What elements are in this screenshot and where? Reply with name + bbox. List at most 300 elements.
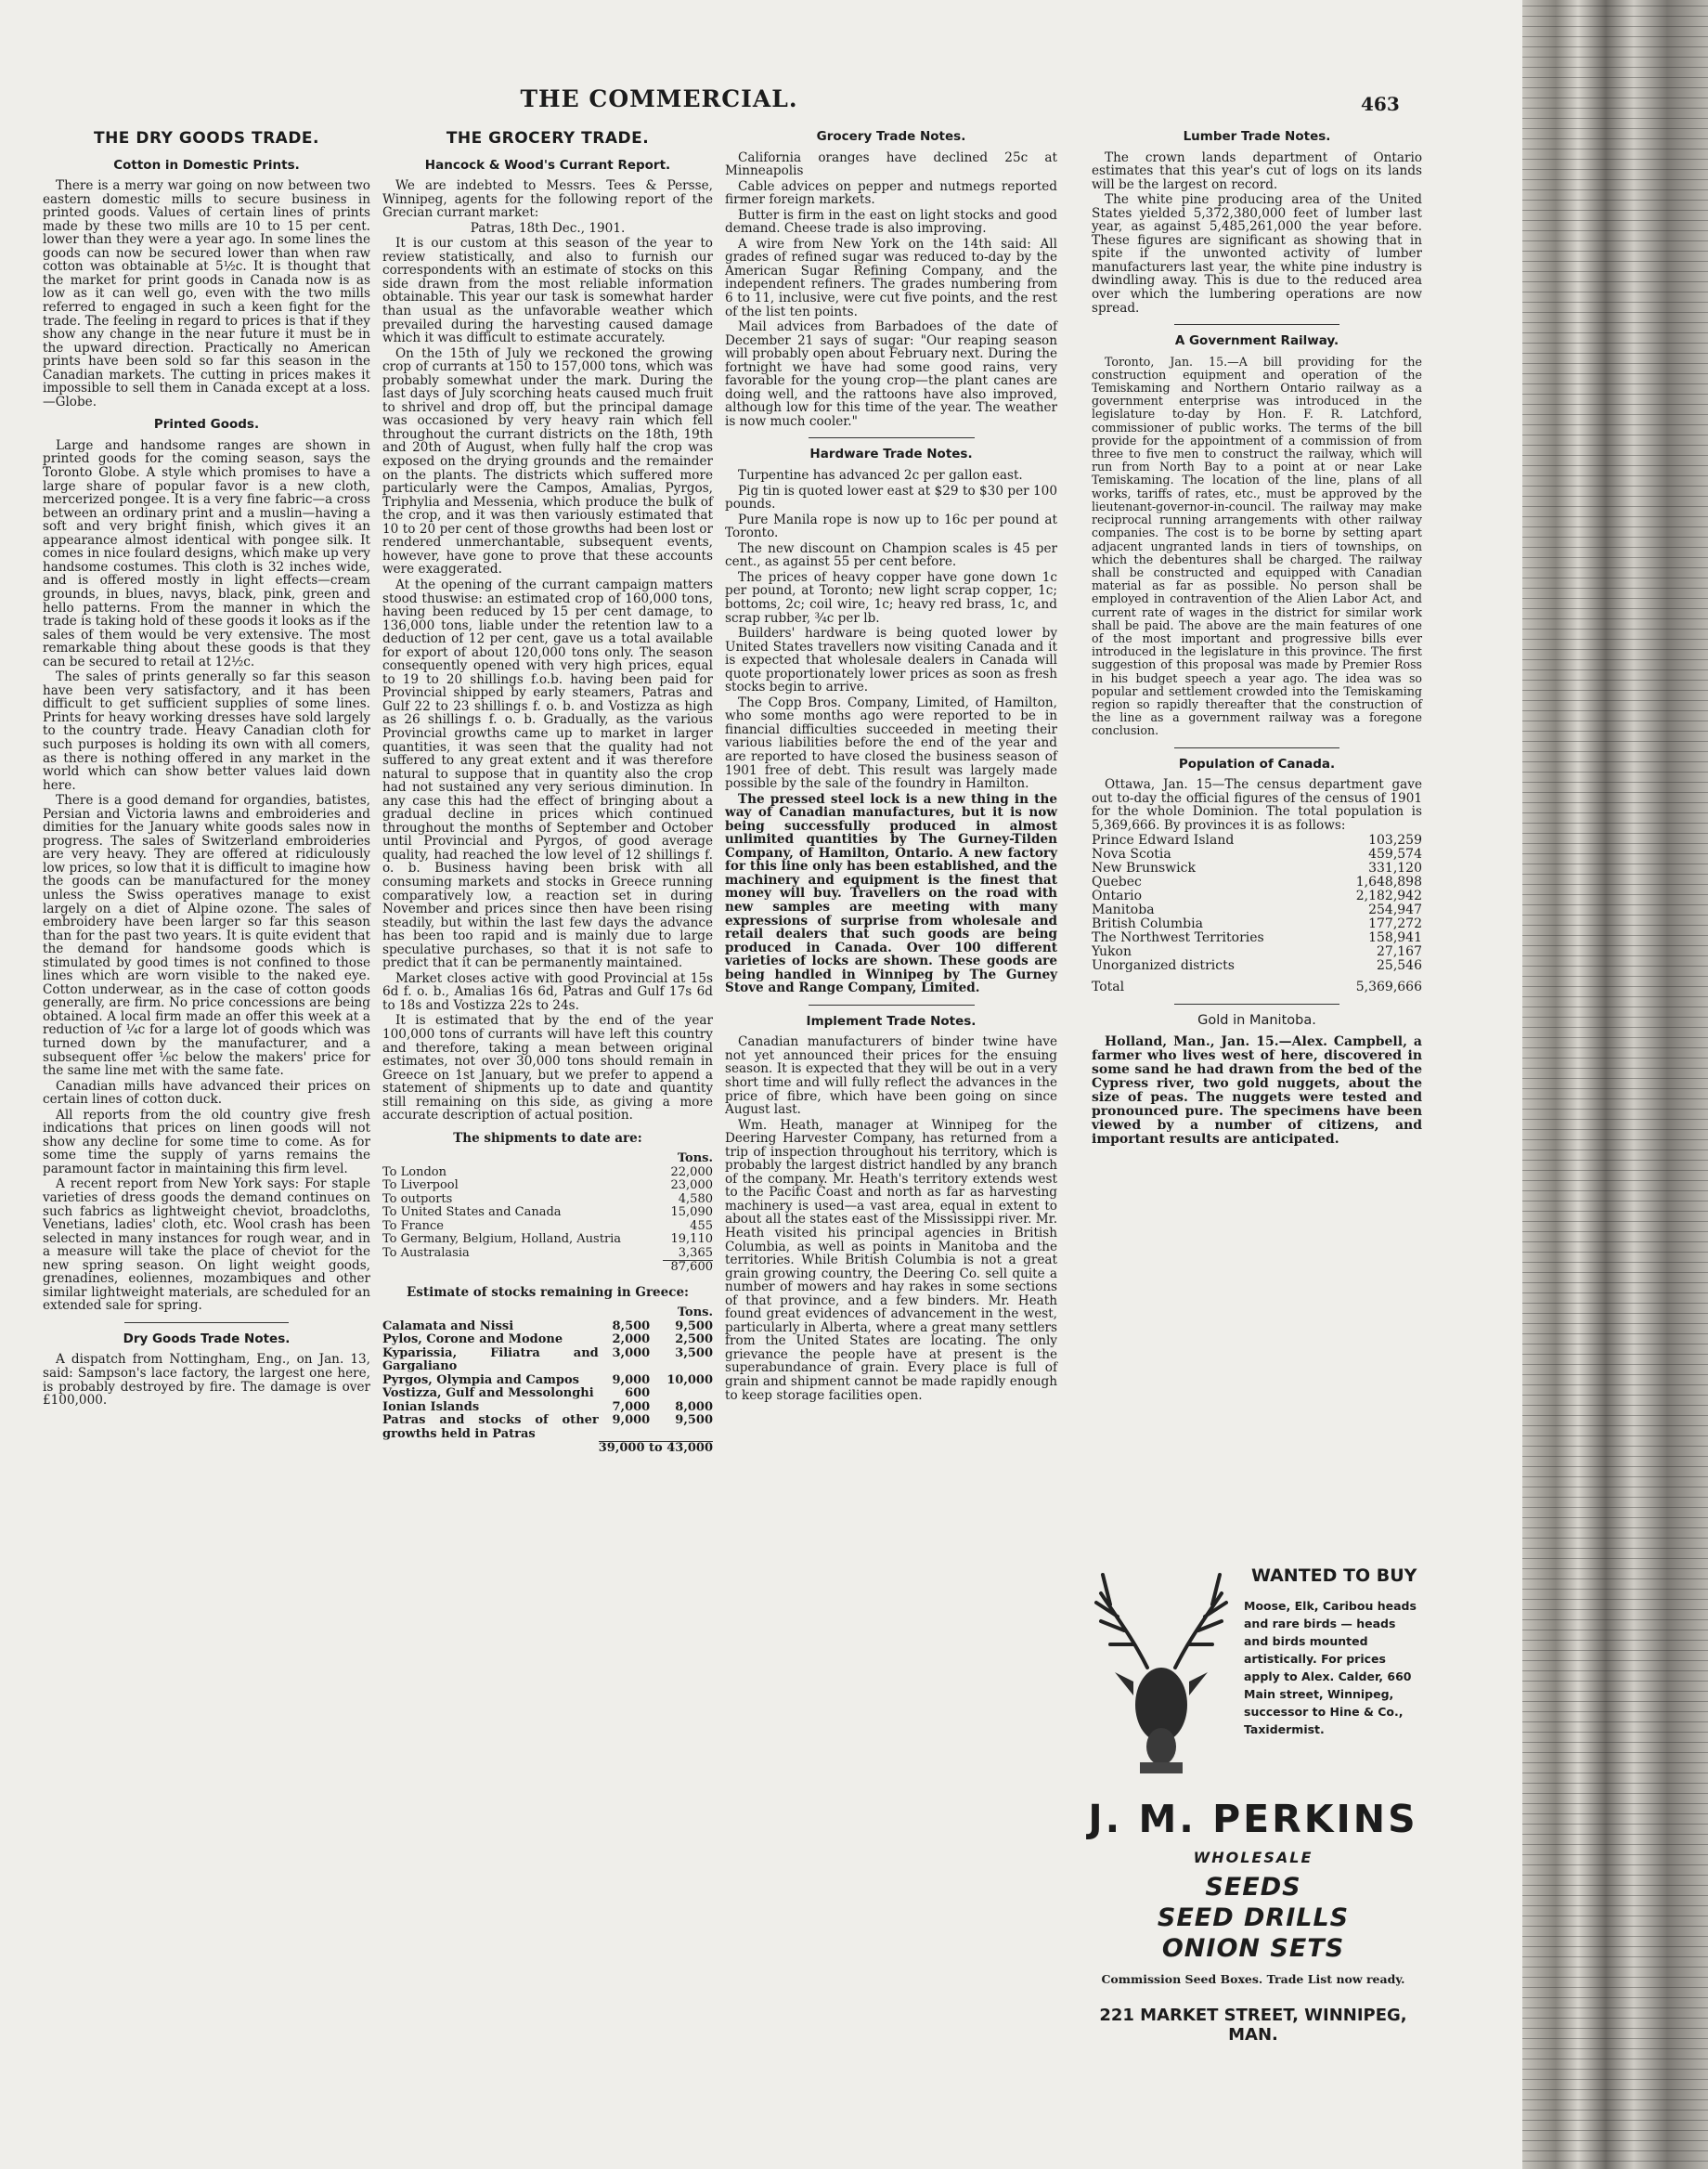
- spine-line: [1522, 36, 1708, 37]
- population-table: [1092, 834, 1422, 994]
- unit-label: Tons.: [677, 1305, 713, 1320]
- spine-line: [1522, 373, 1708, 374]
- spine-line: [1522, 1967, 1708, 1968]
- column-trade-notes: [725, 126, 1057, 1404]
- row-value: 254,947: [1368, 903, 1422, 918]
- ad-wanted-to-buy: [1082, 1556, 1422, 1816]
- spine-line: [1522, 322, 1708, 323]
- spine-line: [1522, 1762, 1708, 1763]
- spine-line: [1522, 2028, 1708, 2029]
- spine-line: [1522, 118, 1708, 119]
- article-paragraph: A recent report from New York says: For staple varieties of dress goods the demand continues on such fabrics as lightweight cheviot, broadcloths, Venetians, ladies' cloth, etc. Wool crash has been selected in many instances for rough wear, and in a measure will take the place of cheviot for the new spring season. On light weight goods, grenadines, eoliennes, mozambiques and other similar lightweight materials, are scheduled for an extended sale for spring.: [43, 1176, 370, 1314]
- spine-line: [1522, 1742, 1708, 1743]
- article-paragraph: California oranges have declined 25c at Minneapolis: [725, 149, 1057, 179]
- table-row: [1092, 931, 1422, 945]
- table-row: [382, 1347, 713, 1374]
- table-row: [382, 1374, 713, 1388]
- spine-line: [1522, 955, 1708, 956]
- spine-line: [1522, 1221, 1708, 1222]
- spine-line: [1522, 465, 1708, 466]
- row-value: 158,941: [1368, 930, 1422, 946]
- row-label: Nova Scotia: [1092, 847, 1171, 863]
- article-heading: Grocery Trade Notes.: [816, 129, 966, 144]
- article-paragraph: Canadian manufacturers of binder twine have not yet announced their prices for the ensuing season. It is expected that they will be out in a very short time and will fully reflect the advances in the price of fibre, which have been going on since August last.: [725, 1034, 1057, 1118]
- spine-line: [1522, 802, 1708, 803]
- table-row: [382, 1401, 713, 1415]
- spine-line: [1522, 966, 1708, 967]
- row-value: 459,574: [1368, 847, 1422, 863]
- row-from: 9,000: [612, 1372, 651, 1387]
- spine-line: [1522, 1129, 1708, 1130]
- spine-line: [1522, 1507, 1708, 1508]
- table-row: [382, 1414, 713, 1441]
- spine-line: [1522, 271, 1708, 272]
- spine-line: [1522, 281, 1708, 282]
- spine-line: [1522, 1292, 1708, 1293]
- spine-line: [1522, 1854, 1708, 1855]
- row-to: 8,000: [675, 1399, 713, 1414]
- spine-line: [1522, 1875, 1708, 1876]
- spine-line: [1522, 179, 1708, 180]
- spine-line: [1522, 1834, 1708, 1835]
- spine-line: [1522, 26, 1708, 27]
- spine-line: [1522, 240, 1708, 241]
- row-from: 7,000: [612, 1399, 651, 1414]
- spine-line: [1522, 1793, 1708, 1794]
- spine-line: [1522, 332, 1708, 333]
- spine-line: [1522, 2120, 1708, 2121]
- spine-line: [1522, 1395, 1708, 1396]
- spine-line: [1522, 1895, 1708, 1896]
- spine-line: [1522, 46, 1708, 47]
- row-label: Pyrgos, Olympia and Campos: [382, 1372, 579, 1387]
- spine-line: [1522, 1333, 1708, 1334]
- row-label: Yukon: [1092, 944, 1132, 960]
- spine-line: [1522, 138, 1708, 139]
- spine-line: [1522, 526, 1708, 527]
- article-paragraph: At the opening of the currant campaign matters stood thuswise: an estimated crop of 160,000 tons, having been reduced by 15 per cent damage, to 136,000 tons, liable under the retention law to a deduction of 12 per cent, gave us a total available for export of about 120,000 tons only. The season consequently opened with very high prices, equal to 19 to 20 shillings f.o.b. having been paid for Provincial shipped by early steamers, Patras and Gulf 22 to 23 shillings f. o. b. and Vostizza as high as 26 shillings f. o. b. Gradually, as the various Provincial growths came up to market in larger quantities, it was seen that the quality had not suffered to any great extent and it was therefore natural to suppose that in quantity also the crop had not sustained any very serious diminution. In any case this had the effect of bringing about a gradual decline in prices which continued throughout the months of September and October until Provincial and Pyrgos, of good average quality, had reached the low level of 12 shillings f. o. b. Business having been brisk with all consuming markets and stocks in Greece running comparatively low, a reaction set in during November and prices since then have been rising steadily, but within the last few days the advance has been too rapid and is mainly due to large speculative purchases, so that it is not safe to predict that it can be permanently maintained.: [382, 577, 713, 971]
- spine-line: [1522, 1650, 1708, 1651]
- row-label: To France: [382, 1218, 444, 1233]
- spine-line: [1522, 1548, 1708, 1549]
- row-value: 177,272: [1368, 916, 1422, 932]
- spine-line: [1522, 680, 1708, 681]
- article-paragraph: Toronto, Jan. 15.—A bill providing for the construction equipment and operation of the Temiskaming and Northern Ontario railway as a government enterprise was introduced in the legislature to-day by Hon. F. R. Latchford, commissioner of public works. The terms of the bill provide for the appointment of a commission of from three to five men to construct the railway, which will run from North Bay to a point at or near Lake Temiskaming. The location of the line, plans of all works, tariffs of rates, etc., must be approved by the lieutenant-governor-in-council. The railway may make reciprocal running arrangements with other railway companies. The cost is to be borne by setting apart adjacent ungranted lands in tiers of townships, on which the debentures shall be charged. The railway shall be constructed and equipped with Canadian material as far as possible. No person shall be employed in contravention of the Alien Labor Act, and current rate of wages in the district for similar work shall be paid. The above are the main features of one of the most important and progressive bills ever introduced in the legislature in this province. The first suggestion of this proposal was made by Premier Ross in his budget speech a year ago. The idea was so popular and settlement crowded into the Temiskaming region so rapidly thereafter that the construction of the line as a government railway was a foregone conclusion.: [1092, 354, 1422, 738]
- section-title: THE GROCERY TRADE.: [446, 129, 650, 148]
- article-paragraph: Wm. Heath, manager at Winnipeg for the Deering Harvester Company, has returned from a trip of inspection throughout his territory, which is probably the largest district handled by any branch of the company. Mr. Heath's territory extends west to the Pacific Coast and north as far as harvesting machinery is used—a vast area, equal in extent to about all the states east of the Mississippi river. Mr. Heath visited his principal agencies in British Columbia, as well as points in Manitoba and the territories. While British Columbia is not a great grain growing country, the Deering Co. sell quite a number of mowers and hay rakes in some sections of that province, and a few binders. Mr. Heath found great evidences of advancement in the west, particularly in Alberta, where a great many settlers from the United States are locating. The only grievance the people have at present is the superabundance of grain. Every place is full of grain and shipment cannot be made rapidly enough to keep storage facilities open.: [725, 1117, 1058, 1403]
- article-paragraph: Cable advices on pepper and nutmegs reported firmer foreign markets.: [725, 178, 1057, 208]
- spine-line: [1522, 1160, 1708, 1161]
- article-paragraph: Ottawa, Jan. 15—The census department gave out to-day the official figures of the census of 1901 for the whole Dominion. The total population is 5,369,666. By provinces it is as follows:: [1092, 777, 1422, 833]
- article-paragraph: A dispatch from Nottingham, Eng., on Jan. 13, said: Sampson's lace factory, the largest one here, is probably destroyed by fire. The damage is over £100,000.: [43, 1352, 370, 1409]
- spine-line: [1522, 516, 1708, 517]
- article-paragraph: The new discount on Champion scales is 45 per cent., as against 55 per cent before.: [725, 540, 1057, 570]
- table-row: [382, 1247, 713, 1261]
- article-heading: Lumber Trade Notes.: [1183, 129, 1331, 144]
- page-number: 463: [1361, 93, 1400, 115]
- spine-line: [1522, 741, 1708, 742]
- spine-line: [1522, 251, 1708, 252]
- article-paragraph: All reports from the old country give fresh indications that prices on linen goods will not show any decline for some time to come. As for some time the supply of yarns remains the paramount factor in maintaining this firm level.: [43, 1107, 370, 1176]
- spine-line: [1522, 1885, 1708, 1886]
- ad-product-seed-drills: SEED DRILLS: [1157, 1903, 1350, 1932]
- spine-line: [1522, 1670, 1708, 1671]
- table-row: [1092, 890, 1422, 903]
- table-heading: The shipments to date are:: [453, 1130, 642, 1146]
- row-label: New Brunswick: [1092, 861, 1196, 877]
- spine-line: [1522, 189, 1708, 190]
- spine-line: [1522, 1905, 1708, 1906]
- spine-line: [1522, 1068, 1708, 1069]
- spine-line: [1522, 220, 1708, 221]
- ad-wholesale-label: WHOLESALE: [1193, 1849, 1313, 1866]
- article-paragraph: The Copp Bros. Company, Limited, of Hamilton, who some months ago were reported to be in financial difficulties succeeded in meeting their various liabilities before the end of the year and are reported to have closed the business season of 1901 free of debt. This result was largely made possible by the sale of the foundry in Hamilton.: [725, 695, 1057, 792]
- article-heading: A Government Railway.: [1174, 333, 1339, 349]
- spine-line: [1522, 1946, 1708, 1947]
- article-paragraph: A wire from New York on the 14th said: All grades of refined sugar was reduced to-day by the American Sugar Refining Company, and the independent refiners. The grades numbering from 6 to 11, inclusive, were cut five points, and the rest of the list ten points.: [725, 236, 1057, 319]
- row-label: To Liverpool: [382, 1178, 459, 1193]
- table-row: [382, 1206, 713, 1220]
- spine-line: [1522, 1384, 1708, 1385]
- article-paragraph: Turpentine has advanced 2c per gallon east.: [738, 468, 1023, 484]
- row-value: 15,090: [670, 1205, 713, 1220]
- spine-line: [1522, 1619, 1708, 1620]
- article-paragraph: The sales of prints generally so far this season have been very satisfactory, and it has been difficult to get sufficient supplies of some lines. Prints for heavy working dresses have sold largely to the country trade. Heavy Canadian cloth for such purposes is holding its own with all comers, as there is nothing offered in any market in the world which can show better values laid down here.: [43, 669, 370, 793]
- article-paragraph: On the 15th of July we reckoned the growing crop of currants at 150 to 157,000 tons, which was probably somewhat under the mark. During the last days of July scorching heats caused much fruit to shrivel and drop off, but the principal damage was occasioned by very heavy rain which fell throughout the currant districts on the 18th, 19th and 20th of August, when fully half the crop was exposed on the drying grounds and the remainder on the plants. The districts which suffered more particularly were the Campos, Amalias, Pyrgos, Triphylia and Messenia, which produce the bulk of the crop, and it was then variously estimated that 10 to 20 per cent of those growths had been lost or rendered unmerchantable, subsequent events, however, have gone to prove that these accounts were exaggerated.: [382, 345, 713, 578]
- spine-line: [1522, 1231, 1708, 1232]
- article-heading: Population of Canada.: [1178, 756, 1336, 772]
- spine-line: [1522, 782, 1708, 783]
- spine-line: [1522, 935, 1708, 936]
- spine-line: [1522, 1660, 1708, 1661]
- spine-line: [1522, 67, 1708, 68]
- ad-perkins: [1077, 1797, 1430, 2045]
- spine-line: [1522, 169, 1708, 170]
- table-row: [382, 1333, 713, 1347]
- spine-line: [1522, 506, 1708, 507]
- spine-line: [1522, 843, 1708, 844]
- article-heading: Gold in Manitoba.: [1197, 1013, 1316, 1029]
- spine-line: [1522, 383, 1708, 384]
- spine-line: [1522, 1456, 1708, 1457]
- row-to: 3,500: [675, 1345, 713, 1360]
- column-misc: [1092, 126, 1422, 1149]
- spine-line: [1522, 904, 1708, 905]
- table-row: [1092, 862, 1422, 876]
- article-heading: Cotton in Domestic Prints.: [113, 157, 300, 173]
- spine-line: [1522, 598, 1708, 599]
- spine-line: [1522, 700, 1708, 701]
- spine-line: [1522, 159, 1708, 160]
- spine-line: [1522, 1813, 1708, 1814]
- spine-line: [1522, 1170, 1708, 1171]
- spine-line: [1522, 1599, 1708, 1600]
- spine-line: [1522, 445, 1708, 446]
- spine-line: [1522, 1844, 1708, 1845]
- spine-line: [1522, 1415, 1708, 1416]
- article-paragraph: Mail advices from Barbadoes of the date of December 21 says of sugar: "Our reaping season will probably open about February next. During the fortnight we have had some good rains, very favorable for the young crop—the plant canes are doing well, and the rattoons have also improved, although low for this time of the year. The weather is now much cooler.": [725, 319, 1057, 429]
- row-label: Patras and stocks of other growths held in Patras: [382, 1413, 599, 1441]
- spine-line: [1522, 557, 1708, 558]
- divider: [809, 1005, 975, 1006]
- row-from: 9,000: [612, 1413, 651, 1428]
- spine-line: [1522, 97, 1708, 98]
- spine-line: [1522, 486, 1708, 487]
- table-row: [1092, 903, 1422, 917]
- row-label: Manitoba: [1092, 903, 1155, 918]
- spine-line: [1522, 1721, 1708, 1722]
- spine-line: [1522, 353, 1708, 354]
- article-heading: Hardware Trade Notes.: [809, 447, 973, 462]
- row-value: 103,259: [1368, 833, 1422, 849]
- article-paragraph: Builders' hardware is being quoted lower by United States travellers now visiting Canada and it is expected that wholesale dealers in Canada will quote proportionately lower prices as soon as fresh stocks begin to arrive.: [725, 626, 1057, 695]
- spine-line: [1522, 1578, 1708, 1579]
- ad-note: Commission Seed Boxes. Trade List now ready.: [1101, 1972, 1405, 1986]
- spine-line: [1522, 1446, 1708, 1447]
- masthead-title: THE COMMERCIAL.: [520, 85, 798, 112]
- ad-address: 221 MARKET STREET, WINNIPEG, MAN.: [1099, 2006, 1407, 2045]
- spine-line: [1522, 1527, 1708, 1528]
- article-paragraph: The white pine producing area of the United States yielded 5,372,380,000 feet of lumber last year, as against 5,485,261,000 the year before. These figures are significant as showing that in spite if the unwonted activity of lumber manufacturers last year, the white pine industry is dwindling away. This is due to the reduced area over which the lumbering operations are now spread.: [1092, 192, 1422, 316]
- table-row: [382, 1220, 713, 1234]
- spine-line: [1522, 404, 1708, 405]
- table-row: [382, 1320, 713, 1334]
- spine-line: [1522, 1558, 1708, 1559]
- article-paragraph: Large and handsome ranges are shown in printed goods for the coming season, says the Toronto Globe. A style which promises to have a large share of popular favor is a new cloth, mercerized pongee. It is a very fine fabric—a cross between an ordinary print and a muslin—having a soft and very bright finish, which gives it an appearance almost identical with pongee silk. It comes in nice foulard designs, which make up very handsome costumes. This cloth is 32 inches wide, and is offered mostly in light effects—cream grounds, in blues, navys, black, pink, green and hello patterns. From the manner in which the trade is taking hold of these goods it looks as if the sales of them would be very extensive. The most remarkable thing about these goods is that they can be secured to retail at 12½c.: [43, 437, 370, 669]
- spine-line: [1522, 2150, 1708, 2151]
- spine-line: [1522, 1211, 1708, 1212]
- article-paragraph: There is a good demand for organdies, batistes, Persian and Victoria lawns and embroideries and dimities for the January white goods sales now in progress. The sales of Switzerland embroideries are very heavy. They are offered at ridiculously low prices, so low that it is difficult to imagine how the goods can be manufactured for the money unless the Swiss operatives manage to exist largely on a diet of Alpine ozone. The sales of embroidery have been larger so far this season than for the past two years. It is quite evident that the demand for handsome goods which is stimulated by good times is not confined to those lines which are worn visible to the naked eye. Cotton underwear, as in the case of cotton goods generally, are firm. No price concessions are being obtained. A local firm made an offer this week at a reduction of ¼c for a large lot of goods which was turned down by the manufacturer, and a subsequent offer ⅛c below the makers' price for the same line met with the same fate.: [43, 793, 370, 1079]
- spine-line: [1522, 77, 1708, 78]
- stocks-table: [382, 1306, 713, 1455]
- table-row: [1092, 945, 1422, 959]
- row-label: The Northwest Territories: [1092, 930, 1264, 946]
- spine-line: [1522, 1303, 1708, 1304]
- spine-line: [1522, 1803, 1708, 1804]
- spine-line: [1522, 1956, 1708, 1957]
- spine-line: [1522, 751, 1708, 752]
- divider: [809, 437, 975, 438]
- article-heading: Printed Goods.: [153, 417, 260, 433]
- spine-line: [1522, 1047, 1708, 1048]
- row-to: 10,000: [666, 1372, 713, 1387]
- shipments-total: 87,600: [663, 1261, 713, 1275]
- spine-line: [1522, 1252, 1708, 1253]
- spine-line: [1522, 2089, 1708, 2090]
- spine-line: [1522, 853, 1708, 854]
- spine-line: [1522, 2069, 1708, 2070]
- spine-line: [1522, 2099, 1708, 2100]
- row-label: Kyparissia, Filiatra and Gargaliano: [382, 1345, 599, 1374]
- row-label: British Columbia: [1092, 916, 1203, 932]
- spine-line: [1522, 945, 1708, 946]
- spine-line: [1522, 1149, 1708, 1150]
- spine-line: [1522, 1098, 1708, 1099]
- spine-line: [1522, 1364, 1708, 1365]
- spine-line: [1522, 792, 1708, 793]
- spine-line: [1522, 2140, 1708, 2141]
- spine-line: [1522, 1037, 1708, 1038]
- article-paragraph: Canadian mills have advanced their prices on certain lines of cotton duck.: [43, 1078, 370, 1108]
- spine-line: [1522, 629, 1708, 630]
- stag-head-icon: [1082, 1556, 1240, 1779]
- row-from: 8,500: [612, 1318, 651, 1333]
- spine-line: [1522, 659, 1708, 660]
- row-to: 9,500: [675, 1318, 713, 1333]
- dateline: Patras, 18th Dec., 1901.: [470, 220, 626, 236]
- spine-line: [1522, 567, 1708, 568]
- spine-line: [1522, 210, 1708, 211]
- spine-line: [1522, 833, 1708, 834]
- spine-line: [1522, 976, 1708, 977]
- spine-line: [1522, 1568, 1708, 1569]
- article-paragraph: We are indebted to Messrs. Tees & Persse, Winnipeg, agents for the following report of the Grecian currant market:: [382, 178, 713, 221]
- row-label: Ionian Islands: [382, 1399, 480, 1414]
- row-label: Vostizza, Gulf and Messolonghi: [382, 1386, 594, 1401]
- spine-line: [1522, 230, 1708, 231]
- table-row: [382, 1387, 713, 1401]
- spine-line: [1522, 2007, 1708, 2008]
- spine-line: [1522, 1538, 1708, 1539]
- spine-line: [1522, 1987, 1708, 1988]
- spine-line: [1522, 2038, 1708, 2039]
- table-row: [1092, 876, 1422, 890]
- spine-line: [1522, 1313, 1708, 1314]
- spine-line: [1522, 2018, 1708, 2019]
- book-spine-edge: [1522, 0, 1708, 2169]
- table-row: [1092, 959, 1422, 973]
- spine-line: [1522, 302, 1708, 303]
- spine-line: [1522, 1497, 1708, 1498]
- divider: [1174, 324, 1339, 325]
- ad-heading: WANTED TO BUY: [1251, 1565, 1417, 1586]
- spine-line: [1522, 608, 1708, 609]
- article-paragraph: The pressed steel lock is a new thing in the way of Canadian manufactures, but it is now being successfully produced in almost unlimited quantities by The Gurney-Tilden Company, of Hamilton, Ontario. A new factory for this line only has been established, and the machinery and equipment is the finest that money will buy. Travellers on the road with new samples are meeting with many expressions of surprise from wholesale and retail dealers that such goods are being produced in Canada. Over 100 different varieties of locks are shown. These goods are being handled in Winnipeg by The Gurney Stove and Range Company, Limited.: [725, 791, 1057, 996]
- row-label: To Germany, Belgium, Holland, Austria: [382, 1232, 622, 1247]
- table-row: [382, 1166, 713, 1180]
- spine-line: [1522, 343, 1708, 344]
- article-paragraph: The prices of heavy copper have gone down 1c per pound, at Toronto; new light scrap copper, 1c; bottoms, 2c; coil wire, 1c; heavy red brass, 1c, and scrap rubber, ¾c per lb.: [725, 569, 1057, 626]
- spine-line: [1522, 1435, 1708, 1436]
- spine-line: [1522, 588, 1708, 589]
- row-value: 331,120: [1368, 861, 1422, 877]
- spine-line: [1522, 812, 1708, 813]
- spine-line: [1522, 1711, 1708, 1712]
- row-from: 600: [625, 1386, 651, 1401]
- spine-line: [1522, 1640, 1708, 1641]
- ad-body: Moose, Elk, Caribou heads and rare birds — heads and birds mounted artistically. For prices apply to Alex. Calder, 660 Main street, Winnipeg, successor to Hine & Co., Taxidermist.: [1244, 1599, 1417, 1736]
- spine-line: [1522, 731, 1708, 732]
- article-paragraph: It is our custom at this season of the year to review statistically, and also to furnish our correspondents with an estimate of stocks on this side drawn from the most reliable information obtainable. This year our task is somewhat harder than usual as the unfavorable weather which prevailed during the harvesting caused damage which it was difficult to estimate accurately.: [382, 236, 713, 346]
- spine-line: [1522, 1139, 1708, 1140]
- spine-line: [1522, 761, 1708, 762]
- ad-company-name: J. M. PERKINS: [1088, 1797, 1418, 1841]
- spine-line: [1522, 618, 1708, 619]
- stocks-total: 39,000 to 43,000: [598, 1440, 713, 1455]
- row-label: Pylos, Corone and Modone: [382, 1332, 563, 1347]
- row-value: 1,648,898: [1355, 875, 1422, 890]
- row-from: 2,000: [612, 1332, 651, 1347]
- table-row: [382, 1193, 713, 1207]
- spine-line: [1522, 424, 1708, 425]
- spine-line: [1522, 455, 1708, 456]
- row-label: To Australasia: [382, 1245, 470, 1260]
- spine-line: [1522, 1354, 1708, 1355]
- row-value: 25,546: [1377, 958, 1422, 974]
- spine-line: [1522, 1997, 1708, 1998]
- spine-line: [1522, 710, 1708, 711]
- spine-line: [1522, 1977, 1708, 1978]
- article-paragraph: Butter is firm in the east on light stocks and good demand. Cheese trade is also improving.: [725, 207, 1057, 237]
- spine-line: [1522, 669, 1708, 670]
- article-paragraph: Pig tin is quoted lower east at $29 to $30 per 100 pounds.: [725, 483, 1057, 513]
- spine-line: [1522, 1936, 1708, 1937]
- spine-line: [1522, 1272, 1708, 1273]
- spine-line: [1522, 475, 1708, 476]
- spine-line: [1522, 363, 1708, 364]
- spine-line: [1522, 1405, 1708, 1406]
- spine-line: [1522, 1241, 1708, 1242]
- column-dry-goods: [43, 126, 370, 1409]
- ad-product-onion-sets: ONION SETS: [1161, 1934, 1345, 1963]
- spine-line: [1522, 1119, 1708, 1120]
- article-paragraph: There is a merry war going on now between two eastern domestic mills to secure business in printed goods. Values of certain lines of prints made by these two mills are 10 to 15 per cent. lower than they were a year ago. In some lines the goods can now be secured lower than when raw cotton was obtainable at 5½c. It is thought that the market for print goods in Canada now is as low as it can well go, even with the two mills referred to engaged in such a keen fight for the trade. The feeling in regard to prices is that if they show any change in the near future it must be in the upward direction. Practically no American prints have been sold so far this season in the Canadian markets. The cutting in prices makes it impossible to sell them in Canada except at a loss.—Globe.: [43, 178, 370, 409]
- spine-line: [1522, 1609, 1708, 1610]
- row-value: 27,167: [1377, 944, 1422, 960]
- spine-line: [1522, 1374, 1708, 1375]
- spine-line: [1522, 1282, 1708, 1283]
- spine-line: [1522, 496, 1708, 497]
- table-row: [1092, 848, 1422, 862]
- section-title: THE DRY GOODS TRADE.: [93, 129, 319, 148]
- article-paragraph: Pure Manila rope is now up to 16c per pound at Toronto.: [725, 512, 1057, 541]
- row-value: 4,580: [678, 1191, 713, 1206]
- spine-line: [1522, 1262, 1708, 1263]
- shipments-table: [382, 1152, 713, 1275]
- spine-line: [1522, 1058, 1708, 1059]
- row-label: Ontario: [1092, 889, 1143, 904]
- table-row: [382, 1179, 713, 1193]
- spine-line: [1522, 1864, 1708, 1865]
- article-paragraph: Holland, Man., Jan. 15.—Alex. Campbell, a farmer who lives west of here, discovered in some sand he had drawn from the bed of the Cypress river, two gold nuggets, about the size of peas. The nuggets were tested and pronounced pure. The specimens have been viewed by a number of citizens, and important results are anticipated.: [1092, 1033, 1422, 1147]
- spine-line: [1522, 915, 1708, 916]
- article-paragraph: The crown lands department of Ontario estimates that this year's cut of logs on its lands will be the largest on record.: [1092, 149, 1422, 192]
- spine-line: [1522, 1476, 1708, 1477]
- spine-line: [1522, 537, 1708, 538]
- spine-line: [1522, 925, 1708, 926]
- divider: [124, 1322, 289, 1323]
- spine-line: [1522, 649, 1708, 650]
- spine-line: [1522, 1078, 1708, 1079]
- spine-line: [1522, 986, 1708, 987]
- spine-line: [1522, 1425, 1708, 1426]
- row-label: Prince Edward Island: [1092, 833, 1235, 849]
- spine-line: [1522, 1691, 1708, 1692]
- column-grocery: [382, 126, 713, 1455]
- spine-line: [1522, 2110, 1708, 2111]
- table-row: [382, 1233, 713, 1247]
- row-value: 19,110: [670, 1232, 713, 1247]
- spine-line: [1522, 200, 1708, 201]
- spine-line: [1522, 1088, 1708, 1089]
- table-row: [1092, 834, 1422, 848]
- row-to: 2,500: [675, 1332, 713, 1347]
- spine-line: [1522, 2079, 1708, 2080]
- spine-line: [1522, 1681, 1708, 1682]
- spine-line: [1522, 261, 1708, 262]
- spine-line: [1522, 1027, 1708, 1028]
- spine-line: [1522, 1824, 1708, 1825]
